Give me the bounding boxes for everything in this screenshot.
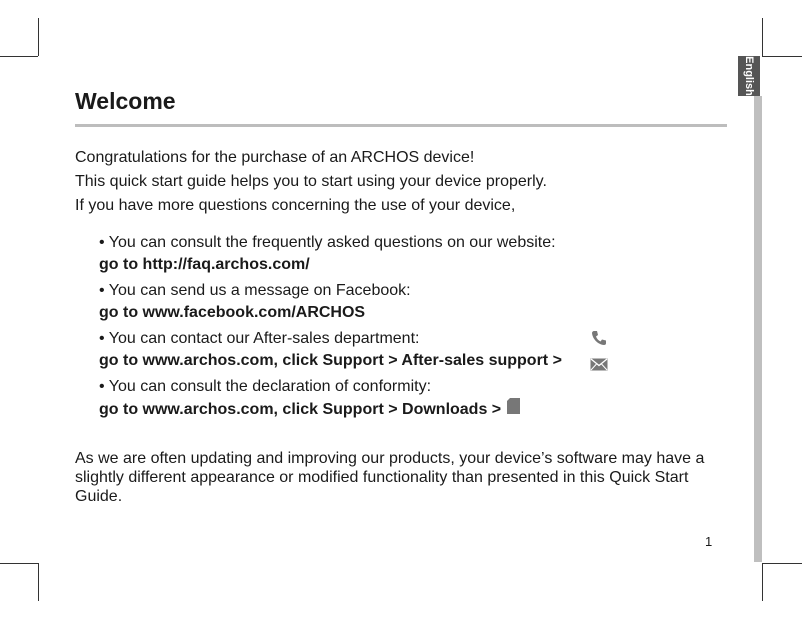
crop-mark bbox=[762, 18, 763, 56]
help-list bbox=[99, 232, 562, 425]
item-text: • You can contact our After-sales department: bbox=[99, 330, 420, 347]
crop-mark bbox=[0, 56, 38, 57]
list-item bbox=[99, 232, 562, 276]
faq-link[interactable]: go to http://faq.archos.com/ bbox=[99, 256, 310, 273]
mail-icon bbox=[590, 358, 608, 376]
item-text: • You can send us a message on Facebook: bbox=[99, 282, 411, 299]
list-item bbox=[99, 280, 562, 324]
intro-line: This quick start guide helps you to start using your device properly. bbox=[75, 173, 547, 190]
intro-line: If you have more questions concerning the use of your device, bbox=[75, 197, 516, 214]
intro-line: Congratulations for the purchase of an ARCHOS device! bbox=[75, 149, 475, 166]
facebook-link[interactable]: go to www.facebook.com/ARCHOS bbox=[99, 304, 366, 321]
crop-mark bbox=[762, 563, 763, 601]
crop-mark bbox=[762, 563, 802, 564]
list-item bbox=[99, 376, 562, 421]
document-icon bbox=[507, 398, 520, 421]
after-sales-link[interactable]: go to www.archos.com, click Support > After-sales support > bbox=[99, 352, 562, 369]
language-tab bbox=[738, 56, 760, 96]
side-bar bbox=[754, 96, 762, 562]
phone-icon bbox=[591, 330, 607, 351]
crop-mark bbox=[762, 56, 802, 57]
page-number: 1 bbox=[705, 534, 713, 549]
intro-text bbox=[75, 146, 547, 218]
downloads-link[interactable]: go to www.archos.com, click Support > Downloads > bbox=[99, 400, 502, 418]
item-text: • You can consult the frequently asked questions on our website: bbox=[99, 234, 556, 251]
crop-mark bbox=[38, 18, 39, 56]
update-note: As we are often updating and improving our products, your device’s software may have a slightly different appearance or modified functionality than presented in this Quick Start Guide. bbox=[75, 450, 705, 505]
crop-mark bbox=[38, 563, 39, 601]
list-item bbox=[99, 328, 562, 372]
crop-mark bbox=[0, 563, 38, 564]
title-rule bbox=[75, 124, 727, 127]
language-tab-label: English bbox=[743, 56, 756, 96]
page-title: Welcome bbox=[75, 88, 176, 114]
item-text: • You can consult the declaration of conformity: bbox=[99, 378, 432, 395]
